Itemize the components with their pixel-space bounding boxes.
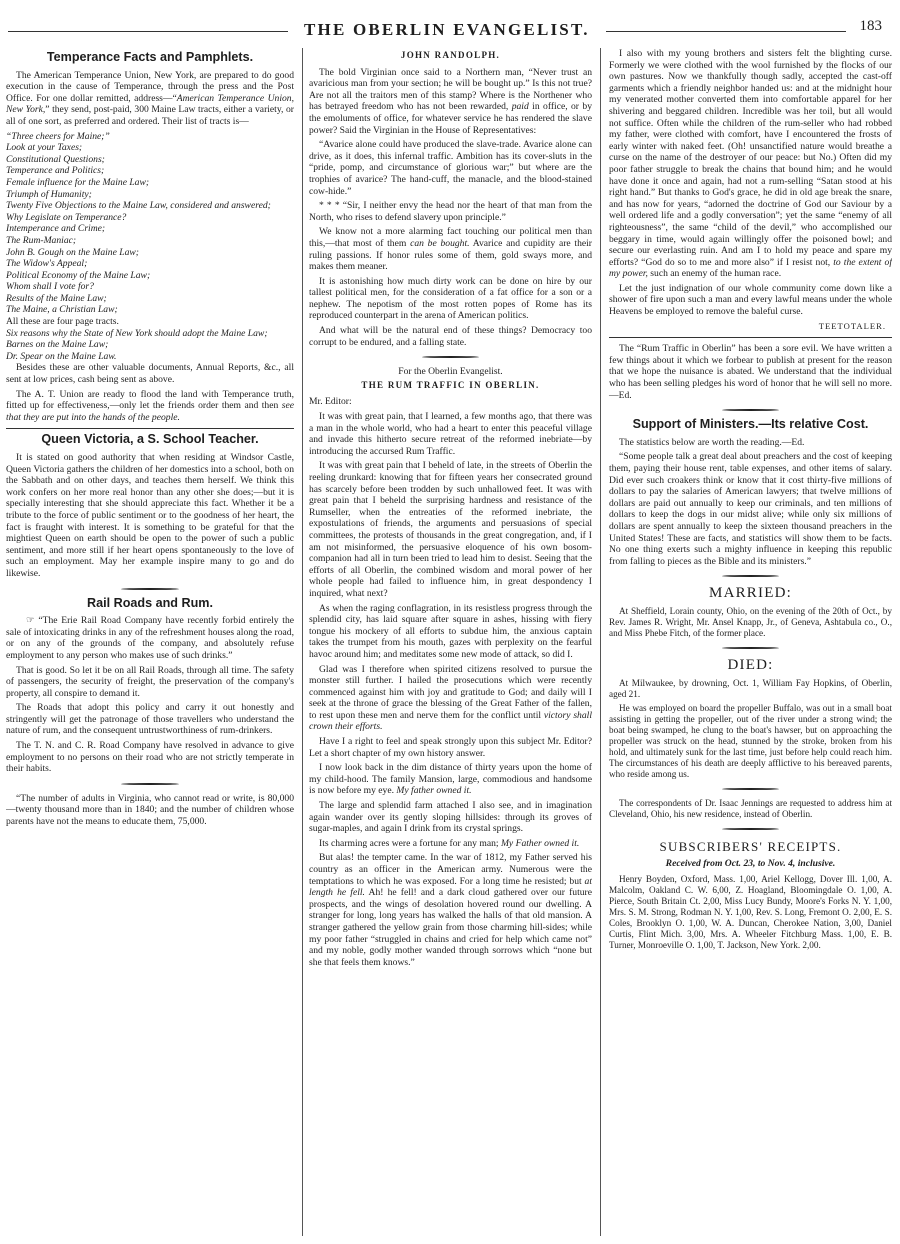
tract-item: Six reasons why the State of New York should adopt the Maine Law; xyxy=(6,327,268,339)
receipts-text: Henry Boyden, Oxford, Mass. 1,00, Ariel Kellogg, Dover Ill. 1,00, A. Malcolm, Oakland C. W. 6,00, Z. Hoagland, Bloomingdale O. 1,00, A. Pierce, South Britain Ct. 2,00, Miss Lucy Bundy, Moore's Forks N. Y. 1,00, Mrs. S. M. Strong, Rodman N. Y. 1,00, Rev. S. Long, Fremont O. 2,00, E. S. Coles, Brooklyn O. 1,00, W. A. Duncan, Cherokee Nation, 3,00, Daniel Curtis, Flint Mich. 3,00, Mrs. A. Wheeler Fitchburg Mass. 1,00, E. B. Turner, Monroeville O. 1,00, T. Jackson, New York. 2,00. xyxy=(609,873,892,950)
railroads-p2: The Roads that adopt this policy and carry it out honestly and stringently will get the patronage of those travellers who understand the nature of rum, and the consequent untrustworthiness of rum-drinkers. xyxy=(6,702,294,737)
rum-p1: It was with great pain, that I learned, a few months ago, that there was a man in the whole world, who had a heart to enter this peaceful village and invade this hitherto secure retreat of the reformed inebriate—by introducing the accursed Rum Traffic. xyxy=(309,411,592,457)
tract-item: Political Economy of the Maine Law; xyxy=(6,269,151,281)
rum-p2: It was with great pain that I beheld of late, in the streets of Oberlin the reeling drunkard: knowing that for fifteen years her consecrated ground has scarcely before been trodden by such unhallowed feet. It was with great pain that I beheld the surprising hardness and resistance of the Rumseller, when the entreaties of the reformed inebriate, the expostulations of friends, the arguments and persuasions of special committees, the protests of thousands in the great congregation, and, if I am not misinformed, the persuasive eloquence of his own bosom-companion had all in turn been tried to lead him to desist. Seeing that the efforts of all Oberlin, the combined wisdom and moral power of her whole people had failed to influence him, in great despondency I inquired, what next? xyxy=(309,460,592,599)
ornamental-divider xyxy=(6,780,294,788)
masthead-rule-right xyxy=(606,31,846,32)
rum-p7: The large and splendid farm attached I also see, and in imagination again wander over its gently sloping hillsides: through its groves of sugar-maples, and again I drink from its crystal springs. xyxy=(309,800,592,835)
rum-continued-p2: Let the just indignation of our whole community come down like a shower of fire upon such a man and every lawful means under the whole Heavens be employed to remove the baleful curse. xyxy=(609,282,892,318)
tract-item: Why Legislate on Temperance? xyxy=(6,211,127,223)
page-number: 183 xyxy=(859,18,882,34)
randolph-p6: And what will be the natural end of these things? Democracy too corrupt to be endured, and a falling state. xyxy=(309,325,592,348)
receipts-heading: SUBSCRIBERS' RECEIPTS. xyxy=(659,838,842,854)
support-quote: “Some people talk a great deal about preachers and the cost of keeping them, paying their house rent, table expenses, and other items of salary. Did ever such croakers think or know that it cost thirty-five millions of dollars to pay the salaries of American lawyers; that twelve millions of dollars are paid out annually to keep our criminals, and ten millions of dollars to keep the dogs in our midst alive; while only six millions of dollars are spent annually to keep the sixteen thousand preachers in the United States! These are facts, and statistics will show them to be facts. No one thing exerts such a mighty influence in keeping this republic from falling to pieces as the Bible and its ministers.” xyxy=(609,451,892,567)
randolph-p1: The bold Virginian once said to a Northern man, “Never trust an avaricious man from your section; he will be bought up.” Is this not true? Are not all the traitors men of this stamp? Where is the Northener who has betrayed freedom who has not been rewarded, paid in office, or by the emoluments of office, for whatever service he has rendered the slave power? Said the Virginian in the House of Representatives: xyxy=(309,66,592,136)
support-heading: Support of Ministers.—Its relative Cost. xyxy=(632,417,869,432)
tract-item: Triumph of Humanity; xyxy=(6,188,92,200)
tract-item: John B. Gough on the Maine Law; xyxy=(6,246,139,258)
support-intro: The statistics below are worth the reading.—Ed. xyxy=(619,436,805,448)
died-line: At Milwaukee, by drowning, Oct. 1, William Fay Hopkins, of Oberlin, aged 21. xyxy=(609,677,892,699)
pointing-hand-icon: ☞ xyxy=(26,615,35,627)
divider xyxy=(609,337,892,338)
ornamental-divider xyxy=(309,353,592,361)
masthead-rule-left xyxy=(8,31,288,32)
married-heading: MARRIED: xyxy=(709,585,792,602)
ornamental-divider xyxy=(6,585,294,593)
temperance-besides: Besides these are other valuable documents, Annual Reports, &c., all sent at low prices, cash being sent as above. xyxy=(6,362,294,386)
railroads-p1: That is good. So let it be on all Rail Roads, through all time. The safety of passengers, the security of freight, the preservation of the company's property, all conspire to demand it. xyxy=(6,664,294,699)
married-text: At Sheffield, Lorain county, Ohio, on the evening of the 20th of Oct., by Rev. James R. Wright, Mr. Ansel Knapp, Jr., of Geneva, Ashtabula co., O., and Miss Phebe Fitch, of the former place. xyxy=(609,605,892,638)
rum-p4: Glad was I therefore when spirited citizens resolved to pursue the monster still further. I hailed the prosecutions which were recently commenced against him with joy and gratitude to God; and daily will I seek at the throne of grace the blessing of the Great Father of the fallen, to rest upon these men and nerve them for the conflict until victory shall crown their efforts. xyxy=(309,663,592,733)
temperance-intro: The American Temperance Union, New York, are prepared to do good execution in the cause of Temperance, through the press and the Post Office. For one dollar remitted, address—“American Temperance Union, New York,” they send, post-paid, 300 Maine Law tracts, either a variety, or all of one sort, as preferred and ordered. Their list of tracts is— xyxy=(6,69,294,127)
temperance-union: The A. T. Union are ready to flood the land with Temperance truth, fitted up for effectiveness,—only let the friends order them and then see that they are put into the hands of the people. xyxy=(6,388,294,423)
column-2 xyxy=(302,48,592,1236)
virginia-stat: “The number of adults in Virginia, who cannot read or write, is 80,000—twenty thousand more than in 1840; and the number of children whose parents have not the means to educate them, 75,000. xyxy=(6,792,294,828)
masthead xyxy=(8,18,892,44)
rum-continued-p1: I also with my young brothers and sisters felt the blighting curse. Formerly we were clothed with the wool furnished by the flocks of our own pastures. Now we thankfully though sadly, accepted the cast-off garments which a friendly neighbor handed us: and at the midnight hour my venerated mother converted them into comfortable apparel for her shivering and beggared children. Incredible was her toil, but all would not suffice. Often while the children of the rum-seller who had robbed my father, were clothed with comfort, have I encountered the frosts of early winter with naked feet. (Oh! unsanctified nature would breathe a curse on the name of the destroyer of our peace: but No.) Often did my poor father struggle to break the chains that bound him; and he would have done it once and again, had not a rum-selling “Satan stood at his right hand.” But thanks to God's grace, he did in old age break the snare, and has now for years, “adorned the doctrine of God our Saviour by a well ordered life and a godly conversation”; yet the same “enemy of all righteousness”, the same “child of the devil,” who accomplished our beggary in time, would again willingly offer the poisoned bowl; and secure our everlasting ruin. And am I to hold my peace and spare my efforts? “God do so to me and more also” if I resist not, to the extent of my power, such an enemy of the human race. xyxy=(609,48,892,280)
railroads-p3: The T. N. and C. R. Road Company have resolved in advance to give employment to no persons on their road who are not strictly temperate in their habits. xyxy=(6,740,294,775)
ornamental-divider xyxy=(609,785,892,793)
tract-item: Intemperance and Crime; xyxy=(6,223,106,235)
tract-item: Barnes on the Maine Law; xyxy=(6,339,109,351)
died-heading: DIED: xyxy=(727,656,774,673)
rum-p6: I now look back in the dim distance of thirty years upon the home of my child-hood. The family Mansion, large, commodious and handsome is now before my eye. My father owned it. xyxy=(309,762,592,797)
ornamental-divider xyxy=(609,572,892,580)
column-3 xyxy=(600,48,892,1236)
rum-p9: But alas! the tempter came. In the war of 1812, my Father served his country as an officer in the American army. Numerous were the temptations to which he was exposed. For a long time he resisted; but at length he fell. Ah! he fell! and a dark cloud gathered over our future prospects, and the wings of desolation hovered round our dwelling. A stranger for long, long years has walked the halls of that old mansion. A stranger gathered the yellow grain from those charming hill-sides; while my poor father “struggled in chains and cried for help which came not” and my noble, godly mother wanded through sorrows which “none but she that feels them knows.” xyxy=(309,852,592,968)
column-1 xyxy=(6,48,294,1236)
tract-item: Look at your Taxes; xyxy=(6,142,83,154)
tract-note: All these are four page tracts. xyxy=(6,316,119,328)
ornamental-divider xyxy=(609,406,892,414)
jennings-notice: The correspondents of Dr. Isaac Jennings are requested to address him at Cleveland, Ohio, his new residence, instead of Oberlin. xyxy=(609,797,892,819)
receipts-subheading: Received from Oct. 23, to Nov. 4, inclusive. xyxy=(665,858,836,870)
tract-item: Results of the Maine Law; xyxy=(6,292,107,304)
randolph-heading: JOHN RANDOLPH. xyxy=(400,50,501,60)
randolph-p2: “Avarice alone could have produced the slave-trade. Avarice alone can drive, as it does, this infernal traffic. Ambition has its cover-sluts in the “pride, pomp, and circumstance of glorious war;” but where are the trophies of avarice? The hand-cuff, the manacle, and the blood-stained cow-hide.” xyxy=(309,139,592,197)
tract-item: “Three cheers for Maine;” xyxy=(6,130,110,142)
divider xyxy=(6,428,294,429)
rum-heading: THE RUM TRAFFIC IN OBERLIN. xyxy=(361,379,540,390)
tract-item: The Widow's Appeal; xyxy=(6,258,88,270)
rum-p5: Have I a right to feel and speak strongly upon this subject Mr. Editor? Let a short chapter of my own history answer. xyxy=(309,736,592,759)
rum-p8: Its charming acres were a fortune for any man; My Father owned it. xyxy=(319,837,580,849)
victoria-heading: Queen Victoria, a S. School Teacher. xyxy=(41,432,259,447)
ornamental-divider xyxy=(609,644,892,652)
tract-item: Temperance and Politics; xyxy=(6,165,105,177)
tract-item: Constitutional Questions; xyxy=(6,153,105,165)
victoria-text: It is stated on good authority that when residing at Windsor Castle, Queen Victoria gathers the children of her domestics into a school, both on the Sabbath and on other days, and teaches them herself. We think this work confers on her more real honor than any other she does;—but it is specially interesting that she should appreciate this fact. Whether it be a tribute to the force of public sentiment or to the goodness of her heart, the fact is fraught with interest. It is something to be grateful for that the mightiest Queen on earth should be open to the power of such a public sentiment, and more still if her heart opens spontaneously to the love of such an employment. May her example inspire many to go and do likewise. xyxy=(6,452,294,579)
signature: TEETOTALER. xyxy=(818,320,886,331)
rum-p3: As when the raging conflagration, in its resistless progress through the splendid city, has laid square after square in ashes, hissing with fiery tongue his mockery of all efforts to subdue him, the anxious captain takes the trumpet from his mouth, gazes with perplexity on the fearful havoc around him; and meditates some new mode of attack, so did I. xyxy=(309,602,592,660)
newspaper-title: THE OBERLIN EVANGELIST. xyxy=(304,20,590,39)
editor-note: The “Rum Traffic in Oberlin” has been a sore evil. We have written a few things about it which we forbear to publish at present for the reason that we hope the nuisance is abated. We understand that the individual who has been selling pledges his word of honor that he will sell no more.—Ed. xyxy=(609,343,892,401)
temperance-heading: Temperance Facts and Pamphlets. xyxy=(46,50,254,64)
randolph-p5: It is astonishing how much dirty work can be done on hire by our tallest political men, for the consideration of a fat office for a son or a nephew. The nepotism of the most rotten popes of Rome has its reproduced counterpart in the arena of American politics. xyxy=(309,275,592,322)
tract-item: Female influence for the Maine Law; xyxy=(6,176,150,188)
tract-item: Dr. Spear on the Maine Law. xyxy=(6,350,117,362)
tract-item: Twenty Five Objections to the Maine Law, considered and answered; xyxy=(6,200,271,212)
tract-list xyxy=(6,131,294,363)
railroads-quote: ☞ “The Erie Rail Road Company have recently forbid entirely the sale of intoxicating drinks in any of the refreshment houses along the road, or on any of the grounds of the company, and absolutely refuse employment to any person who makes use of such drinks.” xyxy=(6,615,294,661)
tract-item: The Rum-Maniac; xyxy=(6,234,77,246)
railroads-heading: Rail Roads and Rum. xyxy=(87,595,213,610)
died-text: He was employed on board the propeller Buffalo, was out in a small boat assisting in getting the propeller, out of the river under a strong wind; the boat being swamped, he clung to the boat's hawser, but on approaching the propeller was struck on the head, stunned by the stroke, broken from his hold, and ultimately sunk for the last time, just before help could reach him. The circumstances of his death are deeply afflictive to his bereaved parents, who reside among us. xyxy=(609,702,892,779)
tract-item: Whom shall I vote for? xyxy=(6,281,94,293)
randolph-p3: * * * “Sir, I neither envy the head nor the heart of that man from the North, who rises to defend slavery upon principle.” xyxy=(309,200,592,223)
rum-byline: For the Oberlin Evangelist. xyxy=(398,366,503,378)
tract-item: The Maine, a Christian Law; xyxy=(6,304,118,316)
randolph-p4: We know not a more alarming fact touching our political men than this,—that most of them can be bought. Avarice and cupidity are their ruling passions. If honor rules some of them, gold sways more, and makes them meaner. xyxy=(309,226,592,273)
rum-salutation: Mr. Editor: xyxy=(309,396,352,408)
ornamental-divider xyxy=(609,825,892,833)
